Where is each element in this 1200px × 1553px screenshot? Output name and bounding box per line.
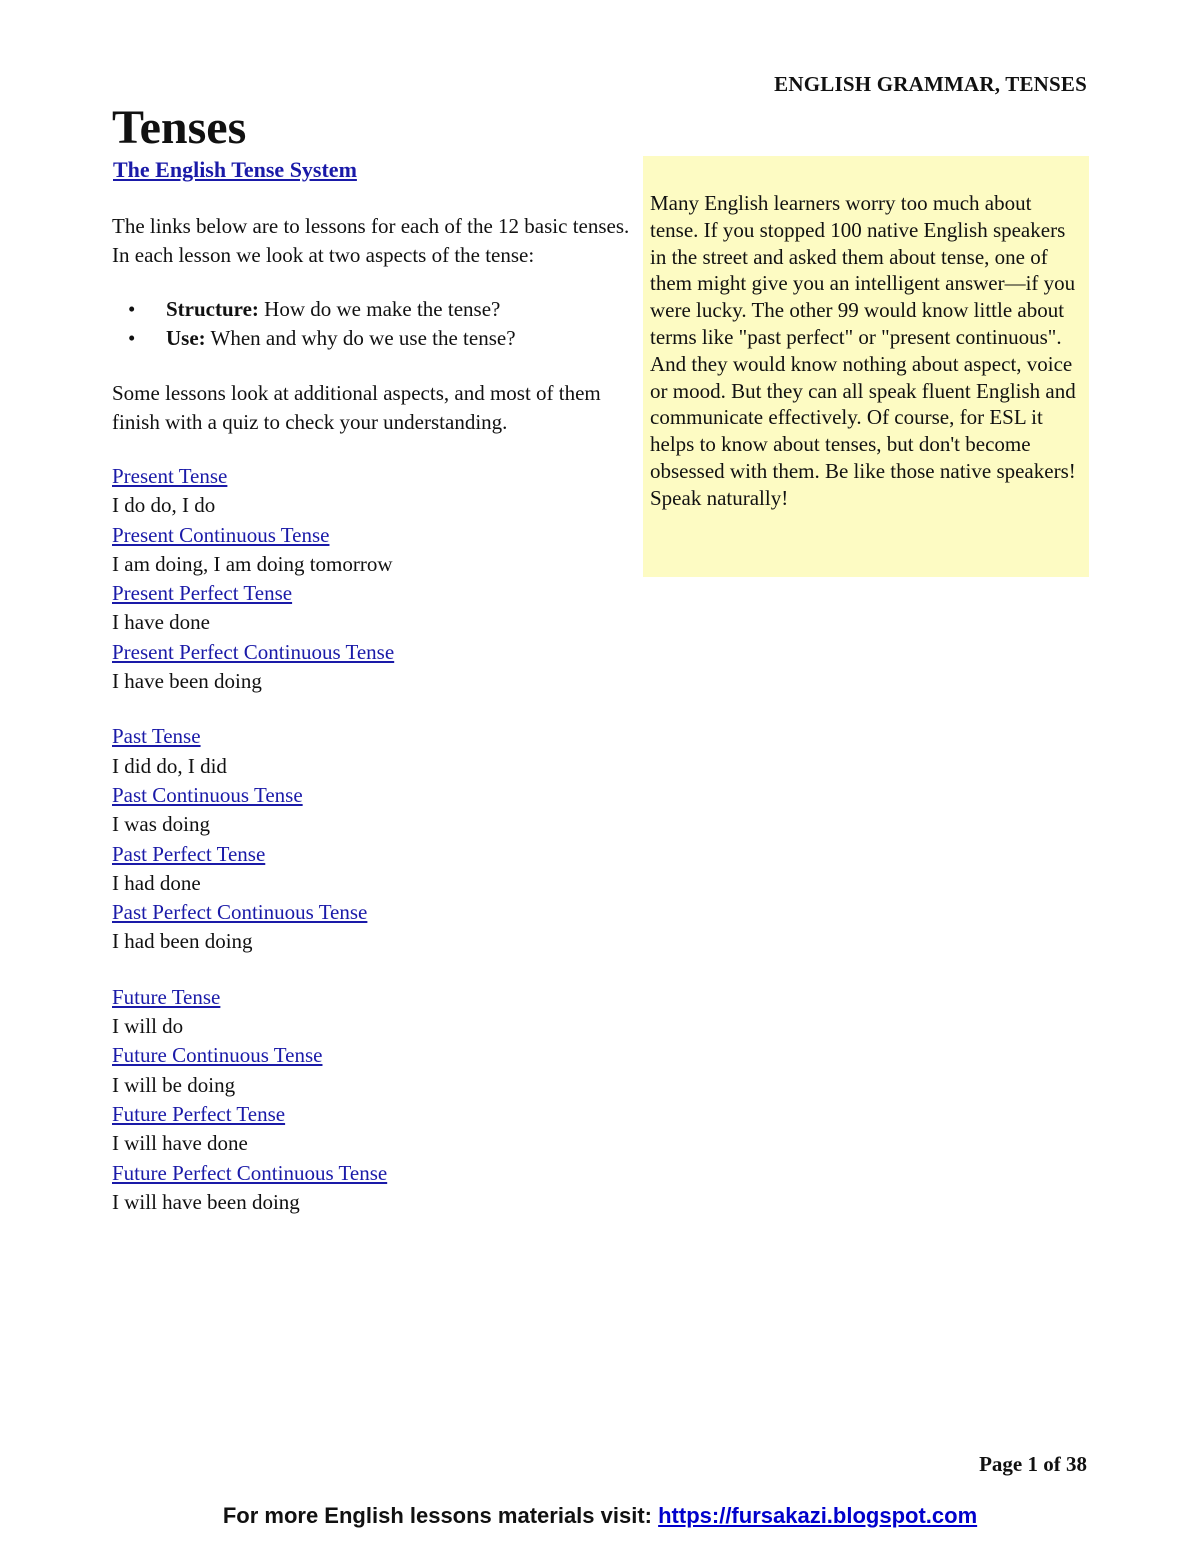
future-continuous-tense-link[interactable]: Future Continuous Tense	[112, 1043, 323, 1068]
page-title: Tenses	[112, 101, 247, 154]
present-tenses-group	[112, 462, 632, 696]
bullet-text: How do we make the tense?	[264, 297, 501, 321]
past-tenses-group	[112, 722, 632, 956]
footer-text: For more English lessons materials visit:	[222, 1503, 659, 1528]
intro-paragraph: The links below are to lessons for each of the 12 basic tenses. In each lesson we look at two aspects of the tense:	[112, 214, 630, 267]
future-perfect-continuous-tense-link[interactable]: Future Perfect Continuous Tense	[112, 1160, 388, 1185]
past-perfect-continuous-tense-link[interactable]: Past Perfect Continuous Tense	[112, 900, 368, 925]
present-perfect-continuous-tense-link[interactable]: Present Perfect Continuous Tense	[112, 639, 395, 664]
tense-example: I was doing	[112, 812, 210, 837]
page-number: Page 1 of 38	[979, 1452, 1087, 1476]
tense-example: I will do	[112, 1014, 184, 1039]
bullet-term: Structure:	[166, 297, 259, 321]
running-header: ENGLISH GRAMMAR, TENSES	[774, 72, 1087, 96]
tense-example: I will have done	[112, 1131, 248, 1156]
tense-example: I will be doing	[112, 1072, 236, 1097]
additional-paragraph: Some lessons look at additional aspects, and most of them finish with a quiz to check your understanding.	[112, 381, 601, 434]
tense-example: I had done	[112, 870, 201, 895]
list-item	[112, 324, 632, 353]
note-box	[643, 156, 1089, 577]
list-item	[112, 295, 632, 324]
english-tense-system-link[interactable]: The English Tense System	[113, 157, 357, 182]
past-tense-link[interactable]: Past Tense	[112, 724, 201, 749]
note-text: Many English learners worry too much about tense. If you stopped 100 native English speakers in the street and asked them about tense, one of them might give you an intelligent answer—if you were lucky. The other 99 would know little about terms like "past perfect" or "present continuous". And they would know nothing about aspect, voice or mood. But they can all speak fluent English and communicate effectively. Of course, for ESL it helps to know about tenses, but don't become obsessed with them. Be like those native speakers! Speak naturally!	[650, 191, 1076, 510]
future-tense-link[interactable]: Future Tense	[112, 984, 221, 1009]
bullet-icon: •	[128, 297, 136, 321]
tense-example: I do do, I do	[112, 493, 216, 518]
future-tenses-group	[112, 983, 632, 1217]
past-perfect-tense-link[interactable]: Past Perfect Tense	[112, 841, 266, 866]
bullet-icon: •	[128, 326, 136, 350]
footer-blog-link[interactable]: https://fursakazi.blogspot.com	[658, 1503, 978, 1528]
tense-example: I have done	[112, 610, 210, 635]
tense-example: I will have been doing	[112, 1189, 300, 1214]
present-perfect-tense-link[interactable]: Present Perfect Tense	[112, 581, 293, 606]
future-perfect-tense-link[interactable]: Future Perfect Tense	[112, 1101, 286, 1126]
past-continuous-tense-link[interactable]: Past Continuous Tense	[112, 782, 303, 807]
footer	[0, 1503, 1200, 1529]
tense-example: I had been doing	[112, 929, 253, 954]
tense-example: I have been doing	[112, 669, 262, 694]
aspects-list	[112, 295, 632, 353]
main-column	[112, 212, 632, 1217]
tense-example: I am doing, I am doing tomorrow	[112, 551, 393, 576]
present-continuous-tense-link[interactable]: Present Continuous Tense	[112, 522, 330, 547]
bullet-term: Use:	[166, 326, 206, 350]
bullet-text: When and why do we use the tense?	[210, 326, 516, 350]
present-tense-link[interactable]: Present Tense	[112, 464, 228, 488]
tense-example: I did do, I did	[112, 753, 227, 778]
